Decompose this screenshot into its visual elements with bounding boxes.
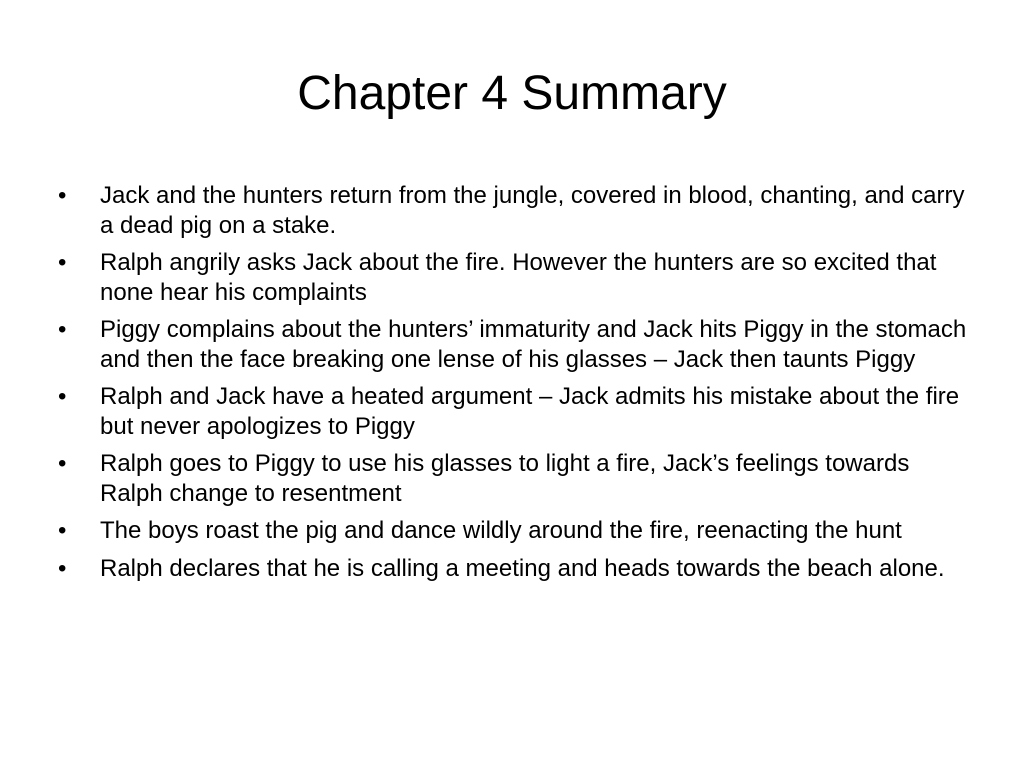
bullet-icon: •	[58, 316, 67, 343]
bullet-item	[58, 554, 978, 584]
bullet-text: Jack and the hunters return from the jungle, covered in blood, chanting, and carry a dead pig on a stake.	[100, 182, 965, 239]
bullet-text: Ralph goes to Piggy to use his glasses to light a fire, Jack’s feelings towards Ralph change to resentment	[100, 450, 910, 507]
bullet-icon: •	[58, 383, 67, 410]
bullet-item	[58, 315, 978, 374]
bullet-icon: •	[58, 249, 67, 276]
bullet-item	[58, 449, 978, 508]
bullet-item	[58, 248, 978, 307]
bullet-text: Piggy complains about the hunters’ immaturity and Jack hits Piggy in the stomach and then the face breaking one lense of his glasses – Jack then taunts Piggy	[100, 316, 967, 373]
bullet-icon: •	[58, 182, 67, 209]
bullet-list	[58, 181, 978, 591]
bullet-item	[58, 516, 978, 546]
bullet-text: The boys roast the pig and dance wildly around the fire, reenacting the hunt	[100, 517, 902, 544]
bullet-icon: •	[58, 450, 67, 477]
bullet-text: Ralph and Jack have a heated argument – Jack admits his mistake about the fire but never apologizes to Piggy	[100, 383, 960, 440]
bullet-text: Ralph angrily asks Jack about the fire. However the hunters are so excited that none hear his complaints	[100, 249, 937, 306]
bullet-item	[58, 181, 978, 240]
bullet-item	[58, 382, 978, 441]
bullet-icon: •	[58, 517, 67, 544]
slide-title: Chapter 4 Summary	[297, 67, 727, 120]
bullet-text: Ralph declares that he is calling a meeting and heads towards the beach alone.	[100, 554, 945, 582]
bullet-icon: •	[58, 554, 67, 582]
